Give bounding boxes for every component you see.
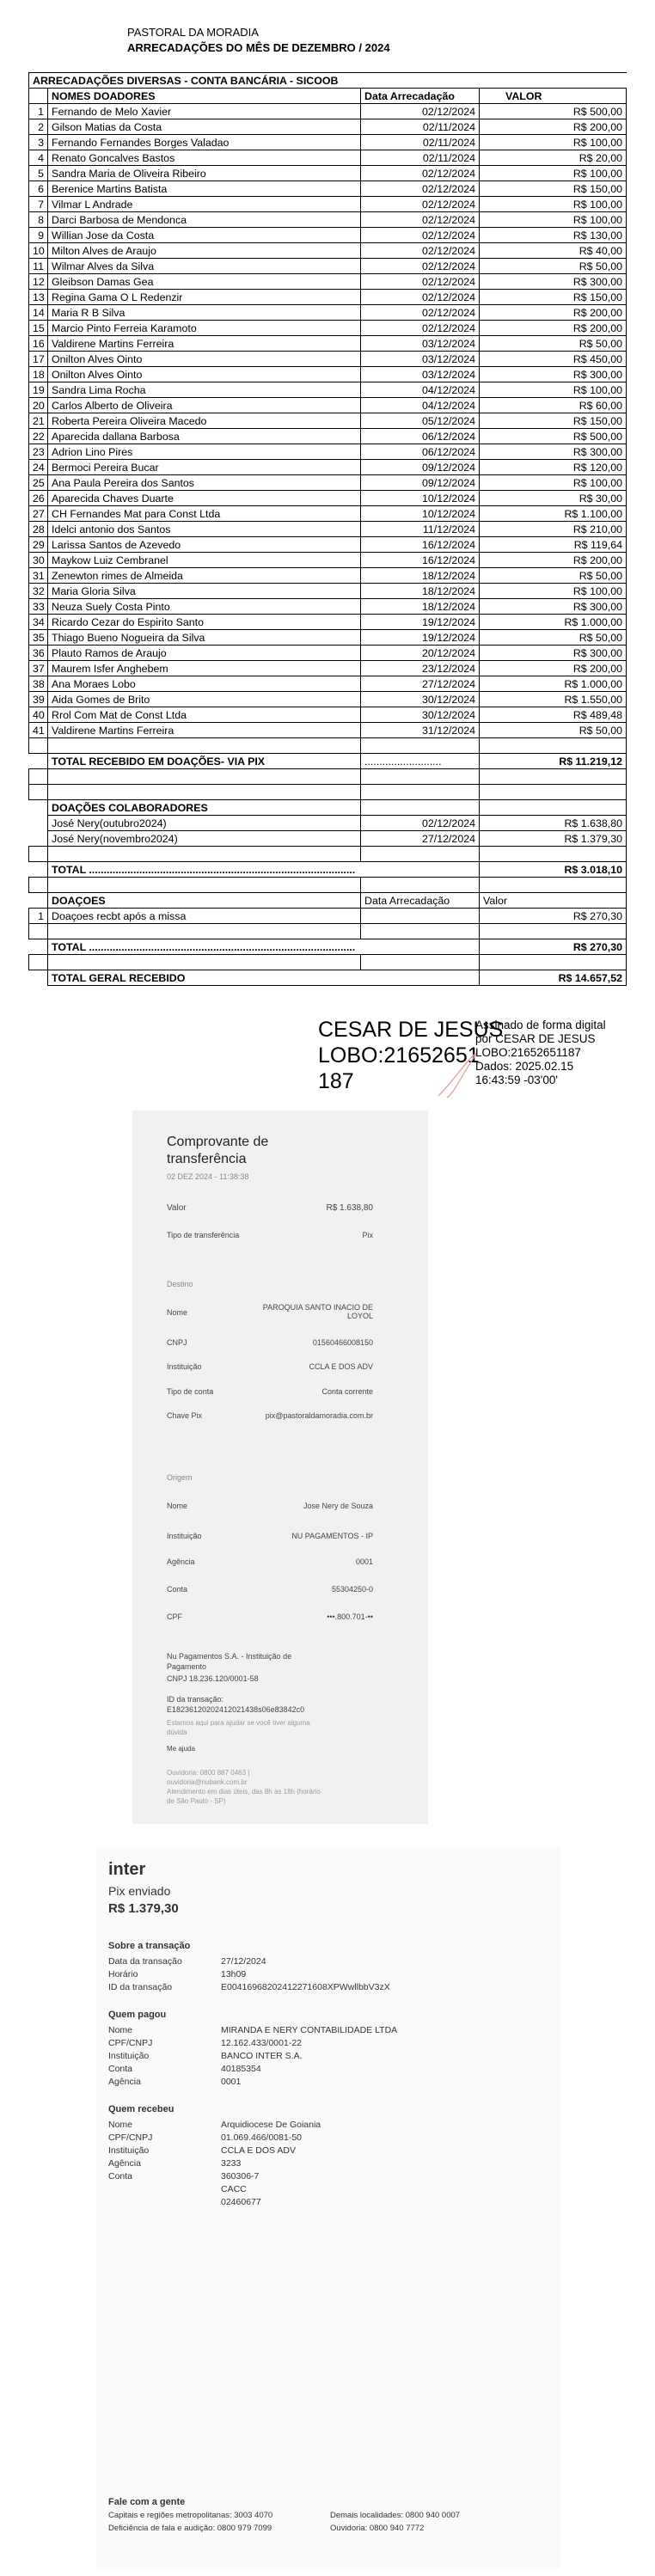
donation-value: R$ 300,00 xyxy=(480,274,627,290)
table-row xyxy=(29,212,627,228)
donation-value: R$ 210,00 xyxy=(480,522,627,537)
donation-value: R$ 60,00 xyxy=(480,398,627,413)
row-number: 2 xyxy=(29,119,48,135)
donor-name: Sandra Maria de Oliveira Ribeiro xyxy=(48,166,361,181)
donor-name: Onilton Alves Ointo xyxy=(48,367,361,382)
donation-value: R$ 40,00 xyxy=(480,243,627,259)
donation-value: R$ 30,00 xyxy=(480,491,627,506)
row-number: 26 xyxy=(29,491,48,506)
donation-date: 16/12/2024 xyxy=(361,537,480,553)
donation-value: R$ 100,00 xyxy=(480,475,627,491)
donor-name: Aparecida dallana Barbosa xyxy=(48,429,361,444)
donation-value: R$ 300,00 xyxy=(480,444,627,460)
donation-value: R$ 200,00 xyxy=(480,119,627,135)
donor-name: Thiago Bueno Nogueira da Silva xyxy=(48,630,361,646)
receipt2-amount: R$ 1.379,30 xyxy=(108,1901,179,1916)
donation-date: 20/12/2024 xyxy=(361,646,480,661)
table-row xyxy=(29,444,627,460)
col-date-header: Data Arrecadação xyxy=(361,89,480,104)
table-row xyxy=(29,259,627,274)
row-number: 38 xyxy=(29,676,48,692)
section3-title: DOAÇOES xyxy=(48,893,361,909)
donation-date: 02/11/2024 xyxy=(361,150,480,166)
donation-date: 02/12/2024 xyxy=(361,305,480,321)
donation-date: 11/12/2024 xyxy=(361,522,480,537)
table-row xyxy=(29,522,627,537)
row-number: 36 xyxy=(29,646,48,661)
table-row xyxy=(29,367,627,382)
row-number: 39 xyxy=(29,692,48,707)
donor-name: Maurem Isfer Anghebem xyxy=(48,661,361,676)
receipt1-title-1: Comprovante de xyxy=(167,1135,269,1149)
donation-value: R$ 200,00 xyxy=(480,553,627,568)
donor-name: Carlos Alberto de Oliveira xyxy=(48,398,361,413)
table-row xyxy=(29,553,627,568)
donation-value: R$ 300,00 xyxy=(480,367,627,382)
donation-date: 06/12/2024 xyxy=(361,444,480,460)
donor-name: Renato Goncalves Bastos xyxy=(48,150,361,166)
donation-date: 02/12/2024 xyxy=(361,274,480,290)
donation-date: 09/12/2024 xyxy=(361,475,480,491)
donation-date: 18/12/2024 xyxy=(361,584,480,599)
row-number: 12 xyxy=(29,274,48,290)
table-row xyxy=(29,181,627,197)
table-row xyxy=(29,630,627,646)
row-number: 22 xyxy=(29,429,48,444)
table-row xyxy=(29,321,627,336)
section2-title: DOAÇÕES COLABORADORES xyxy=(48,800,361,816)
donor-name: Fernando Fernandes Borges Valadao xyxy=(48,135,361,150)
donor-name: Valdirene Martins Ferreira xyxy=(48,336,361,352)
table-row xyxy=(29,228,627,243)
row-number: 40 xyxy=(29,707,48,723)
row-number: 1 xyxy=(29,909,48,924)
row-number: 33 xyxy=(29,599,48,615)
receipt1-txid: E18236120202412021438s06e83842c0 xyxy=(167,1705,305,1714)
section1-total-label: TOTAL RECEBIDO EM DOAÇÕES- VIA PIX xyxy=(48,754,361,769)
donation-value: R$ 150,00 xyxy=(480,181,627,197)
row-number: 4 xyxy=(29,150,48,166)
donor-name: Wilmar Alves da Silva xyxy=(48,259,361,274)
donor-name: Regina Gama O L Redenzir xyxy=(48,290,361,305)
signature-name: CESAR DE JESUS LOBO:21652651 187 xyxy=(318,1018,504,1093)
donor-name: Milton Alves de Araujo xyxy=(48,243,361,259)
donation-value: R$ 450,00 xyxy=(480,352,627,367)
table-row xyxy=(29,336,627,352)
donor-name: Darci Barbosa de Mendonca xyxy=(48,212,361,228)
row-number: 5 xyxy=(29,166,48,181)
donor-name: Roberta Pereira Oliveira Macedo xyxy=(48,413,361,429)
receipt1-value: R$ 1.638,80 xyxy=(326,1203,373,1213)
receipt1-datetime: 02 DEZ 2024 - 11:38:38 xyxy=(167,1172,249,1181)
donor-name: Zenewton rimes de Almeida xyxy=(48,568,361,584)
table-row xyxy=(29,274,627,290)
donor-name: Maria Gloria Silva xyxy=(48,584,361,599)
donation-value: R$ 200,00 xyxy=(480,661,627,676)
table-row xyxy=(29,676,627,692)
table-row xyxy=(29,429,627,444)
section3-date-header: Data Arrecadação xyxy=(361,893,480,909)
donation-date: 02/12/2024 xyxy=(361,197,480,212)
table-row xyxy=(29,584,627,599)
donation-value: R$ 300,00 xyxy=(480,599,627,615)
donor-name: Gleibson Damas Gea xyxy=(48,274,361,290)
donation-value: R$ 100,00 xyxy=(480,166,627,181)
donation-value: R$ 50,00 xyxy=(480,723,627,738)
donation-date: 05/12/2024 xyxy=(361,413,480,429)
table-row xyxy=(29,692,627,707)
donor-name: Fernando de Melo Xavier xyxy=(48,104,361,119)
row-number: 41 xyxy=(29,723,48,738)
inter-receipt: inter Pix enviado R$ 1.379,30 Sobre a transação Data da transação 27/12/2024 Horário 13h09 ID da transação E00416968202412271608XPWwllbbV3zX Quem pagou Nome MIRANDA E NERY CONTABILIDADE LTDA CPF/CNPJ 12.162.433/0001-22 Instituição BANCO INTER S.A. Conta 40185354 Agência 0001 Quem recebeu Nome Arquidiocese De Goiania CPF/CNPJ 01.069.466/0081-50 Instituição CCLA E DOS ADV Agência 3233 Conta 360306-7 CACC 02460677 Fale com a gente Capitais e regiões metropolitanas: 3003 4070 Deficiência de fala e audição: 0800 979 7099 Demais localidades: 0800 940 0007 Ouvidoria: 0800 940 7772 xyxy=(96,1846,560,2569)
donation-date: 19/12/2024 xyxy=(361,630,480,646)
donation-value: R$ 100,00 xyxy=(480,584,627,599)
table-row xyxy=(29,290,627,305)
donation-value: R$ 100,00 xyxy=(480,197,627,212)
donation-date: 30/12/2024 xyxy=(361,692,480,707)
row-number: 16 xyxy=(29,336,48,352)
receipt1-title-2: transferência xyxy=(167,1152,247,1166)
donation-value: R$ 150,00 xyxy=(480,290,627,305)
row-number: 30 xyxy=(29,553,48,568)
row-number: 32 xyxy=(29,584,48,599)
donor-name: Adrion Lino Pires xyxy=(48,444,361,460)
donation-date: 03/12/2024 xyxy=(361,367,480,382)
row-number: 1 xyxy=(29,104,48,119)
table-row xyxy=(29,135,627,150)
table-row xyxy=(29,723,627,738)
donation-date: 27/12/2024 xyxy=(361,676,480,692)
collaborator-name: José Nery(outubro2024) xyxy=(48,816,361,831)
donor-name: Ana Moraes Lobo xyxy=(48,676,361,692)
row-number: 24 xyxy=(29,460,48,475)
donation-value: R$ 1.550,00 xyxy=(480,692,627,707)
donor-name: Ana Paula Pereira dos Santos xyxy=(48,475,361,491)
row-number: 13 xyxy=(29,290,48,305)
row-number: 29 xyxy=(29,537,48,553)
donation-value: R$ 100,00 xyxy=(480,212,627,228)
table-row xyxy=(29,707,627,723)
donation-date: 31/12/2024 xyxy=(361,723,480,738)
table-row xyxy=(29,646,627,661)
donor-name: Bermoci Pereira Bucar xyxy=(48,460,361,475)
donor-name: Aida Gomes de Brito xyxy=(48,692,361,707)
row-number: 23 xyxy=(29,444,48,460)
table-row xyxy=(29,816,627,831)
donor-name: Idelci antonio dos Santos xyxy=(48,522,361,537)
donor-name: Sandra Lima Rocha xyxy=(48,382,361,398)
help-link[interactable]: Me ajuda xyxy=(167,1745,195,1753)
table-row xyxy=(29,506,627,522)
donation-value: R$ 500,00 xyxy=(480,429,627,444)
row-number: 25 xyxy=(29,475,48,491)
donor-name: Berenice Martins Batista xyxy=(48,181,361,197)
donation-desc: Doaçoes recbt após a missa xyxy=(48,909,361,924)
donation-value: R$ 200,00 xyxy=(480,321,627,336)
donation-date: 10/12/2024 xyxy=(361,506,480,522)
donation-value: R$ 300,00 xyxy=(480,646,627,661)
donor-name: Maykow Luiz Cembranel xyxy=(48,553,361,568)
donation-date: 04/12/2024 xyxy=(361,398,480,413)
donation-value: R$ 120,00 xyxy=(480,460,627,475)
table-row xyxy=(29,599,627,615)
donation-value: R$ 50,00 xyxy=(480,336,627,352)
table-row xyxy=(29,909,627,924)
row-number: 9 xyxy=(29,228,48,243)
col-names-header: NOMES DOADORES xyxy=(48,89,361,104)
donation-date: 02/12/2024 xyxy=(361,243,480,259)
donor-name: Neuza Suely Costa Pinto xyxy=(48,599,361,615)
row-number: 17 xyxy=(29,352,48,367)
inter-logo: inter xyxy=(108,1860,146,1879)
nubank-receipt: Comprovante de transferência 02 DEZ 2024 - 11:38:38 Valor R$ 1.638,80 Tipo de transferência Pix Destino Nome PAROQUIA SANTO INACIO DE LOYOL CNPJ 01560466008150 Instituição CCLA E DOS ADV Tipo de conta Conta corrente Chave Pix pix@pastoraldamoradia.com.br Origem Nome Jose Nery de Souza Instituição NU PAGAMENTOS - IP Agência 0001 Conta 55304250-0 CPF •••.800.701-•• Nu Pagamentos S.A. - Instituição de Pagamento CNPJ 18.236.120/0001-58 ID da transação: E18236120202412021438s06e83842c0 Estamos aqui para ajudar se você tiver alguma dúvida Me ajuda Ouvidoria: 0800 887 0463 | ouvidoria@nubank.com.br Atendimento em dias úteis, das 8h às 18h (horário de São Paulo - SP) xyxy=(132,1111,428,1824)
donation-value: R$ 20,00 xyxy=(480,150,627,166)
donation-date: 02/11/2024 xyxy=(361,135,480,150)
table-row xyxy=(29,352,627,367)
table-row xyxy=(29,197,627,212)
section2-total-value: R$ 3.018,10 xyxy=(480,862,627,878)
donation-date: 03/12/2024 xyxy=(361,352,480,367)
table-row xyxy=(29,413,627,429)
table-row xyxy=(29,460,627,475)
table-row xyxy=(29,615,627,630)
row-number: 35 xyxy=(29,630,48,646)
row-number: 18 xyxy=(29,367,48,382)
table-row xyxy=(29,119,627,135)
donation-value: R$ 50,00 xyxy=(480,259,627,274)
collaborator-date: 27/12/2024 xyxy=(361,831,480,847)
collaborator-date: 02/12/2024 xyxy=(361,816,480,831)
donor-name: Onilton Alves Ointo xyxy=(48,352,361,367)
donation-value: R$ 200,00 xyxy=(480,305,627,321)
donor-name: Aparecida Chaves Duarte xyxy=(48,491,361,506)
donation-date: 02/12/2024 xyxy=(361,181,480,197)
table-row xyxy=(29,475,627,491)
donation-value: R$ 1.000,00 xyxy=(480,615,627,630)
donation-date: 19/12/2024 xyxy=(361,615,480,630)
section3-total-value: R$ 270,30 xyxy=(480,939,627,955)
table-row xyxy=(29,166,627,181)
section3-value-header: Valor xyxy=(480,893,627,909)
donation-date: 02/12/2024 xyxy=(361,212,480,228)
donation-value: R$ 100,00 xyxy=(480,382,627,398)
donation-value: R$ 50,00 xyxy=(480,568,627,584)
donor-name: Willian Jose da Costa xyxy=(48,228,361,243)
donation-date xyxy=(361,909,480,924)
donor-name: Plauto Ramos de Araujo xyxy=(48,646,361,661)
row-number: 20 xyxy=(29,398,48,413)
digital-signature-note: Assinado de forma digital por CESAR DE JESUS LOBO:21652651187 Dados: 2025.02.15 16:43:59 -03'00' xyxy=(475,1019,606,1086)
row-number: 7 xyxy=(29,197,48,212)
table-row xyxy=(29,661,627,676)
report-title: ARRECADAÇÕES DO MÊS DE DEZEMBRO / 2024 xyxy=(127,41,390,54)
donation-value: R$ 489,48 xyxy=(480,707,627,723)
donation-date: 16/12/2024 xyxy=(361,553,480,568)
donation-date: 02/12/2024 xyxy=(361,290,480,305)
donation-date: 04/12/2024 xyxy=(361,382,480,398)
row-number: 28 xyxy=(29,522,48,537)
donations-table: ARRECADAÇÕES DIVERSAS - CONTA BANCÁRIA - SICOOB NOMES DOADORES Data Arrecadação VALOR 1 Fernando de Melo Xavier 02/12/2024 R$ 500,00 2 Gilson Matias da Costa 02/11/2024 R$ 200,00 3 Fernando Fernandes Borges Valadao 02/11/2024 R$ 100,00 4 Renato Goncalves Bastos 02/11/2024 R$ 20,00 5 Sandra Maria de Oliveira Ribeiro 02/12/2024 R$ 100,00 6 Berenice Martins Batista 02/12/2024 R$ 150,00 7 Vilmar L Andrade 02/12/2024 R$ 100,00 8 Darci Barbosa de Mendonca 02/12/2024 R$ 100,00 9 Willian Jose da Costa 02/12/2024 R$ 130,00 10 Milton Alves de Araujo 02/12/2024 R$ 40,00 11 Wilmar Alves da Silva 02/12/2024 R$ 50,00 12 Gleibson Damas Gea 02/12/2024 R$ 300,00 13 Regina Gama O L Redenzir 02/12/2024 R$ 150,00 14 Maria R B Silva 02/12/2024 R$ 200,00 15 Marcio Pinto Ferreia Karamoto 02/12/2024 R$ 200,00 16 Valdirene Martins Ferreira 03/12/2024 R$ 50,00 17 Onilton Alves Ointo 03/12/2024 R$ 450,00 18 Onilton Alves Ointo 03/12/2024 R$ 300,00 19 Sandra Lima Rocha 04/12/2024 R$ 100,00 20 Carlos Alberto de Oliveira 04/12/2024 R$ 60,00 21 Roberta Pereira Oliveira Macedo 05/12/2024 R$ 150,00 22 Aparecida dallana Barbosa 06/12/2024 R$ 500,00 23 Adrion Lino Pires 06/12/2024 R$ 300,00 24 Bermoci Pereira Bucar 09/12/2024 R$ 120,00 25 Ana Paula Pereira dos Santos 09/12/2024 R$ 100,00 26 Aparecida Chaves Duarte 10/12/2024 R$ 30,00 27 CH Fernandes Mat para Const Ltda 10/12/2024 R$ 1.100,00 28 Idelci antonio dos Santos 11/12/2024 R$ 210,00 29 Larissa Santos de Azevedo 16/12/2024 R$ 119,64 30 Maykow Luiz Cembranel 16/12/2024 R$ 200,00 31 Zenewton rimes de Almeida 18/12/2024 R$ 50,00 32 Maria Gloria Silva 18/12/2024 R$ 100,00 33 Neuza Suely Costa Pinto 18/12/2024 R$ 300,00 34 Ricardo Cezar do Espirito Santo 19/12/2024 R$ 1.000,00 35 Thiago Bueno Nogueira da Silva 19/12/2024 R$ 50,00 36 Plauto Ramos de Araujo 20/12/2024 R$ 300,00 37 Maurem Isfer Anghebem 23/12/2024 R$ 200,00 38 Ana Moraes Lobo 27/12/2024 R$ 1.000,00 39 Aida Gomes de Brito 30/12/2024 R$ 1.550,00 40 Rrol Com Mat de Const Ltda 30/12/2024 R$ 489,48 41 Valdirene Martins Ferreira 31/12/2024 R$ 50,00 TOTAL RECEBIDO EM DOAÇÕES- VIA PIX .......................... R$ 11.219,12 DOAÇÕES COLABORADORES José Nery(outubro2024) 02/12/2024 R$ 1.638,80 José Nery(novembro2024) 27/12/2024 R$ 1.379,30 TOTAL .......................................................................................... R$ 3.018,10 DOAÇOES Data Arrecadação Valor 1 Doaçoes recbt após a missa R$ 270,30 TOTAL .......................................................................................... R$ 270,30 TOTAL GERAL RECEBIDO R$ 14.657,52 xyxy=(28,72,627,986)
donation-date: 18/12/2024 xyxy=(361,568,480,584)
table-row xyxy=(29,831,627,847)
receipt2-txid: E00416968202412271608XPWwllbbV3zX xyxy=(221,1982,390,1992)
section2-total-label: TOTAL .......................................................................................... xyxy=(48,862,361,878)
donation-value: R$ 119,64 xyxy=(480,537,627,553)
donation-date: 30/12/2024 xyxy=(361,707,480,723)
donation-date: 09/12/2024 xyxy=(361,460,480,475)
table-row xyxy=(29,243,627,259)
donor-name: Vilmar L Andrade xyxy=(48,197,361,212)
row-number: 19 xyxy=(29,382,48,398)
row-number: 11 xyxy=(29,259,48,274)
donation-value: R$ 50,00 xyxy=(480,630,627,646)
row-number: 3 xyxy=(29,135,48,150)
table-row xyxy=(29,150,627,166)
table-row xyxy=(29,568,627,584)
grand-total-label: TOTAL GERAL RECEBIDO xyxy=(48,970,361,986)
collaborator-value: R$ 1.638,80 xyxy=(480,816,627,831)
org-name: PASTORAL DA MORADIA xyxy=(127,26,259,39)
donor-name: Rrol Com Mat de Const Ltda xyxy=(48,707,361,723)
table-row xyxy=(29,537,627,553)
donation-date: 02/12/2024 xyxy=(361,321,480,336)
row-number: 21 xyxy=(29,413,48,429)
row-number: 8 xyxy=(29,212,48,228)
table-row xyxy=(29,305,627,321)
table-row xyxy=(29,398,627,413)
donation-value: R$ 270,30 xyxy=(480,909,627,924)
donation-date: 03/12/2024 xyxy=(361,336,480,352)
grand-total-value: R$ 14.657,52 xyxy=(480,970,627,986)
donation-date: 02/11/2024 xyxy=(361,119,480,135)
receipt2-status: Pix enviado xyxy=(108,1884,171,1898)
donation-value: R$ 1.000,00 xyxy=(480,676,627,692)
donation-value: R$ 500,00 xyxy=(480,104,627,119)
col-value-header: VALOR xyxy=(480,89,627,104)
donation-date: 02/12/2024 xyxy=(361,104,480,119)
donor-name: CH Fernandes Mat para Const Ltda xyxy=(48,506,361,522)
donor-name: Larissa Santos de Azevedo xyxy=(48,537,361,553)
table-row xyxy=(29,382,627,398)
row-number: 10 xyxy=(29,243,48,259)
donor-name: Maria R B Silva xyxy=(48,305,361,321)
donation-date: 23/12/2024 xyxy=(361,661,480,676)
row-number: 27 xyxy=(29,506,48,522)
donation-date: 02/12/2024 xyxy=(361,259,480,274)
donation-value: R$ 1.100,00 xyxy=(480,506,627,522)
donor-name: Valdirene Martins Ferreira xyxy=(48,723,361,738)
row-number: 15 xyxy=(29,321,48,336)
donation-date: 06/12/2024 xyxy=(361,429,480,444)
section1-title: ARRECADAÇÕES DIVERSAS - CONTA BANCÁRIA - SICOOB xyxy=(29,73,627,89)
donation-date: 02/12/2024 xyxy=(361,166,480,181)
donor-name: Ricardo Cezar do Espirito Santo xyxy=(48,615,361,630)
collaborator-name: José Nery(novembro2024) xyxy=(48,831,361,847)
donation-date: 10/12/2024 xyxy=(361,491,480,506)
row-number: 34 xyxy=(29,615,48,630)
donation-date: 02/12/2024 xyxy=(361,228,480,243)
donation-value: R$ 150,00 xyxy=(480,413,627,429)
section3-total-label: TOTAL .......................................................................................... xyxy=(48,939,361,955)
donation-value: R$ 130,00 xyxy=(480,228,627,243)
table-row xyxy=(29,104,627,119)
row-number: 14 xyxy=(29,305,48,321)
donor-name: Marcio Pinto Ferreia Karamoto xyxy=(48,321,361,336)
donor-name: Gilson Matias da Costa xyxy=(48,119,361,135)
donation-date: 18/12/2024 xyxy=(361,599,480,615)
row-number: 6 xyxy=(29,181,48,197)
row-number: 31 xyxy=(29,568,48,584)
donation-value: R$ 100,00 xyxy=(480,135,627,150)
table-row xyxy=(29,491,627,506)
section1-total-value: R$ 11.219,12 xyxy=(480,754,627,769)
row-number: 37 xyxy=(29,661,48,676)
collaborator-value: R$ 1.379,30 xyxy=(480,831,627,847)
